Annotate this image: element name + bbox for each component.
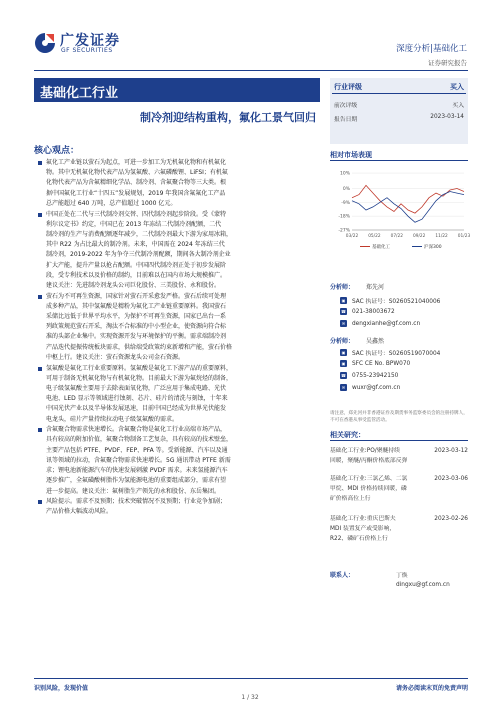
paragraph-line: 电龙头，硅片产量持续拉动电子级氢氟酸的需求。 [46,415,179,423]
analyst-name: 吴鑫然 [366,338,385,345]
analyst-disclaimer-note: 请注意，郑先河并非香港证券及期货事务监察委员会的注册持牌人，不可在香港从事受监管活动。 [330,411,468,423]
related-item-line: 回暖，聚醚/丙酮价格底部反弹 [330,458,408,464]
paragraph-line: 萤石为不可再生资源，国家针对萤石开采愈发严格。萤石后续可处理 [46,292,227,300]
square-bullet-icon [38,500,42,504]
certificate-icon: ▣ [341,361,346,366]
paragraph-line: 段，受专利技术以及价格的制约，目前难以在国内市场大规模推广。 [46,271,227,279]
x-tick-label: 01/23 [457,234,471,239]
related-item-line: MDI 装置复产或受影响， [330,526,396,532]
related-item-date: 2023-02-26 [434,516,468,522]
series-line [352,192,464,223]
related-item-line: 甲烷、MDI 价格持续回暖，磷 [330,486,407,492]
paragraph-line: 建议关注：先进制冷剂龙头公司巨化股份、三美股份、永和股份。 [46,281,221,289]
paragraph-line: 列政策规范萤石开采，淘汰不合标准的中小型企业，使资源向符合标 [46,323,227,331]
x-tick-label: 05/22 [368,234,381,239]
related-item-line: 基础化工行业:PO/聚醚持续 [330,448,400,454]
analyst-sac: SAC 执证号：S0260519070004 [352,351,441,357]
analyst-email-row [340,320,420,327]
paragraph-line: 电子级氢氟酸主要用于去除表面氧化物，广泛应用于集成电路、光伏 [46,384,227,392]
paragraph-line: 产品价格大幅波动风险。 [46,508,113,516]
phone-icon: ☎ [341,309,346,314]
related-item[interactable] [330,474,468,504]
header-divider [34,70,468,71]
paragraph-line: 风险提示。需求不及预期；技术突破情况不及预期；行业竞争加剧； [46,498,227,506]
y-tick-label: -27% [338,228,350,234]
paragraph-line: 中国正处在二代与三代制冷剂交替、四代制冷剂起步阶段。受《蒙特 [46,210,227,218]
perf-divider [330,160,468,161]
analyst-sac-row [340,348,440,357]
bullet-paragraph [38,210,322,292]
square-bullet-icon [38,161,42,165]
email-icon: ✉ [341,321,346,326]
email-icon: ✉ [341,385,346,390]
title-banner [34,78,320,132]
paragraph-line: 利尔议定书》约定，中国已在 2013 年冻结二代制冷剂配额，二代 [46,220,222,228]
footer-slogan: 识别风险，发现价值 [34,685,89,692]
paragraph-line: 制冷剂的生产与消费配额逐年减少，二代制冷剂最大下游为家用冰箱， [46,230,233,238]
paragraph-line: 氟化工产业链以萤石为起点，可进一步加工为无机氟化物和有机氟化 [46,159,227,166]
y-tick-label: -18% [338,214,350,220]
analyst-card-2 [330,336,468,406]
certificate-icon: ▣ [341,298,346,303]
related-item-line: R22、磷矿石价格上行 [330,536,388,542]
paragraph-line: 具有较高的附加价值，氟聚合物制备工艺复杂，具有较高的技术壁垒， [46,436,233,444]
paragraph-line: 求；锂电池新能源汽车的快速发展刺激 PVDF 需求。未来氢能源汽车 [46,467,228,475]
contact-name: 丁焕 [396,573,408,579]
y-tick-label: 10% [339,171,350,177]
square-bullet-icon [38,295,42,299]
prev-rating-label: 前次评级 [334,103,358,109]
paragraph-line: 物。其中无机氟化物代表产品为氢氟酸、六氟磷酸锂、LiFSI；有机氟 [46,169,228,177]
y-tick-label: -9% [341,200,350,206]
paragraph-line: 成多种产品，其中氢氟酸是精粉为氟化工产业链重要原料。我国萤石 [46,302,227,310]
analyst-phone: 021-38003672 [352,308,395,315]
paragraph-line: 电池、LED 显示等领域进行蚀刻、芯片、硅片的清洗与刻蚀，十年来 [46,395,228,403]
x-tick-label: 11/22 [435,234,448,239]
related-item-line: 基础化工行业:重庆巴斯夫 [330,516,396,522]
analyst-label: 分析师： [330,284,355,291]
analyst-email[interactable]: dengxianhe@gf.com.cn [352,320,421,327]
report-date-label: 报告日期 [334,117,358,123]
y-tick-label: 0% [342,186,350,192]
report-title: 制冷剂迎结构重构，氟化工景气回归 [140,111,316,124]
square-bullet-icon [38,367,42,371]
paragraph-line: 氢氟酸是氟化工行业重要原料。氢氟酸是氟化工下游产品的重要原料， [46,364,233,372]
paragraph-line: 扩大产能，提升产量以抢占配额。中国四代制冷剂正处于初步发展阶 [46,261,227,269]
related-item-date: 2023-03-12 [434,448,468,454]
relative-performance-chart [330,164,471,254]
paragraph-line: 准的头部企业集中。实现资源开发与环境保护的平衡。需求端制冷剂 [46,333,227,341]
paragraph-line: 进一步提高。建议关注：氟树脂生产领先的永和股份、东岳集团。 [46,487,221,495]
legend-label: 基础化工 [372,245,390,250]
analyst-phone-row [340,372,398,379]
contact-label: 联系人： [330,572,355,579]
gf-logo [34,30,130,58]
paragraph-line: 其中 R22 为占比最大的制冷剂。未来，中国需在 2024 年冻结三代 [46,241,225,249]
analyst-sfc: SFC CE No. BPW070 [352,360,411,367]
paragraph-line: 采储比远低于世界平均水平，为保护不可再生资源，国家已出台一系 [46,313,227,321]
paragraph-line: 可用于制备无机氟化物与有机氟化物。目前最大下游为氟烷烃的制备， [46,374,233,382]
related-divider [330,440,468,441]
square-bullet-icon [38,213,42,217]
analyst-sac-row [340,296,440,305]
analyst-phone: 0755-23942150 [352,372,399,379]
page-number: 1 / 32 [241,694,259,701]
analyst-name: 郑先河 [366,284,385,291]
x-tick-label: 09/22 [413,234,426,239]
analyst-label: 分析师： [330,338,355,345]
square-bullet-icon [38,428,42,432]
legend-label: 沪深300 [424,245,442,250]
banner-bar [34,78,320,102]
related-item-line: 基础化工行业:三氯乙烯、二氯 [330,476,408,482]
bullet-paragraph [38,158,322,209]
paragraph-line: 中枢上行。建议关注：萤石资源龙头公司金石资源。 [46,353,185,361]
related-item-line: 矿价格高位上行 [330,496,371,502]
bullet-paragraph [38,497,322,517]
related-research-title: 相关研究： [330,431,365,439]
analyst-sfc-row [340,360,410,367]
paragraph-line: 主要产品包括 PTFE、PVDF、FEP、PFA 等。受新能源、汽车以及通 [46,446,228,454]
related-item-date: 2023-03-06 [434,476,468,482]
paragraph-line: 据中国氟化工行业“十四五”发展规划，2019 年我国含氟氟化工产品 [46,189,226,197]
report-subtype: 证券研究报告 [428,59,467,67]
analyst-email[interactable]: wuxr@gf.com.cn [352,384,401,391]
paragraph-line: 产品迭代提振传统板块需求，供给端受政策约束新增和产能，萤石价格 [46,343,233,351]
report-type: 深度分析|基础化工 [396,44,467,54]
contact-card [330,570,468,594]
footer-divider [34,678,468,679]
page-header [0,0,500,67]
x-tick-label: 07/22 [390,234,403,239]
paragraph-line: 含氟聚合物需求快速增长。含氟聚合物是氟化工行业高端市场产品， [46,426,227,434]
sidebar [330,78,468,144]
logo-text-en: GF SECURITIES [61,47,113,54]
related-item[interactable] [330,446,468,466]
bullet-paragraph [38,364,322,425]
contact-email[interactable]: dingxu@gf.com.cn [396,582,450,588]
related-item[interactable] [330,514,468,544]
bullet-paragraph [38,292,322,363]
footer-disclaimer-link[interactable]: 请务必阅读末页的免责声明 [395,685,468,692]
gf-logo-icon [34,32,56,54]
paragraph-line: 化物代表产品为含氟精细化学品、制冷剂、含氟聚合物等三大类。根 [46,179,227,187]
prev-rating-value: 买入 [452,103,464,109]
paragraph-line: 逐步推广，全氟磺酸树脂作为氢能源电池的重要组成部分，需求有望 [46,477,227,485]
paragraph-line: 讯等领域的拉动，含氟聚合物需求快速增长。5G 通讯带动 PTFE 新需 [46,456,231,464]
x-tick-label: 03/22 [345,234,359,239]
analyst-phone-row [340,308,395,315]
logo-text-cn: 广发证券 [60,33,120,49]
rating-box [330,78,468,144]
rating-label: 行业评级 [334,83,362,91]
certificate-icon: ▣ [341,350,346,355]
core-views-heading: 核心观点： [34,146,80,156]
industry-title: 基础化工行业 [40,86,119,101]
core-views-body [38,158,322,518]
paragraph-line: 制冷剂，2019-2022 年为争夺三代制冷剂配额，期间各大制冷剂企业 [46,251,231,259]
report-date-value: 2023-03-14 [430,114,464,120]
paragraph-line: 总产能超过 640 万吨，总产值超过 1000 亿元。 [46,199,177,207]
rating-divider [332,93,466,94]
rating-value: 买入 [450,83,464,91]
analyst-sac: SAC 执证号：S0260521040006 [352,299,441,305]
phone-icon: ☎ [341,373,346,378]
relative-performance-title: 相对市场表现 [330,151,372,159]
bullet-paragraph [38,425,322,496]
analyst-card-1 [330,282,468,342]
analyst-email-row [340,384,400,391]
paragraph-line: 中国光伏产业以及半导体发展迅速，目前中国已经成为世界光伏能发 [46,405,227,413]
